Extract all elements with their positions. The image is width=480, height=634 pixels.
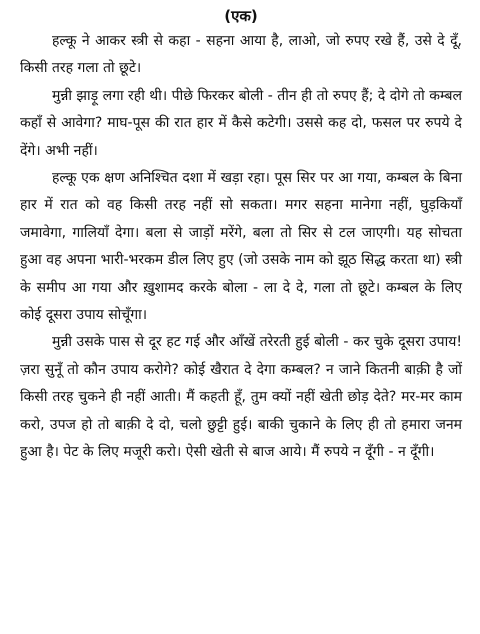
paragraph-1: हल्कू ने आकर स्त्री से कहा - सहना आया है, लाओ, जो रुपए रखे हैं, उसे दे दूँ, किसी तरह गला तो छूटे। — [20, 33, 462, 77]
chapter-title: (एक) — [224, 7, 258, 25]
paragraph-4: मुन्नी उसके पास से दूर हट गई और आँखें तरेरती हुई बोली - कर चुके दूसरा उपाय! ज़रा सुनूँ तो कौन उपाय करोगे? कोई खैरात दे देगा कम्बल? न जाने कितनी बाक़ी है जों किसी तरह चुकने ही नहीं आती। मैं कहती हूँ, तुम क्यों नहीं खेती छोड़ देते? मर-मर काम करो, उपज हो तो बाक़ी दे दो, चलो छुट्टी हुई। बाकी चुकाने के लिए ही तो हमारा जनम हुआ है। पेट के लिए मजूरी करो। ऐसी खेती से बाज आये। मैं रुपये न दूँगी - न दूँगी। — [20, 334, 462, 461]
paragraph-2: मुन्नी झाड़ू लगा रही थी। पीछे फिरकर बोली - तीन ही तो रुपए हैं; दे दोगे तो कम्बल कहाँ से आवेगा? माघ-पूस की रात हार में कैसे कटेगी। उससे कह दो, फसल पर रुपये दे देंगे। अभी नहीं। — [20, 87, 462, 159]
paragraph-3: हल्कू एक क्षण अनिश्चित दशा में खड़ा रहा। पूस सिर पर आ गया, कम्बल के बिना हार में रात को वह किसी तरह नहीं सो सकता। मगर सहना मानेगा नहीं, घुड़कियाँ जमावेगा, गालियाँ देगा। बला से जाड़ों मरेंगे, बला तो सिर से टल जाएगी। यह सोचता हुआ वह अपना भारी-भरकम डील लिए हुए (जो उसके नाम को झूठ सिद्ध करता था) स्त्री के समीप आ गया और ख़ुशामद करके बोला - ला दे दे, गला तो छूटे। कम्बल के लिए कोई दूसरा उपाय सोचूँगा। — [20, 170, 462, 324]
